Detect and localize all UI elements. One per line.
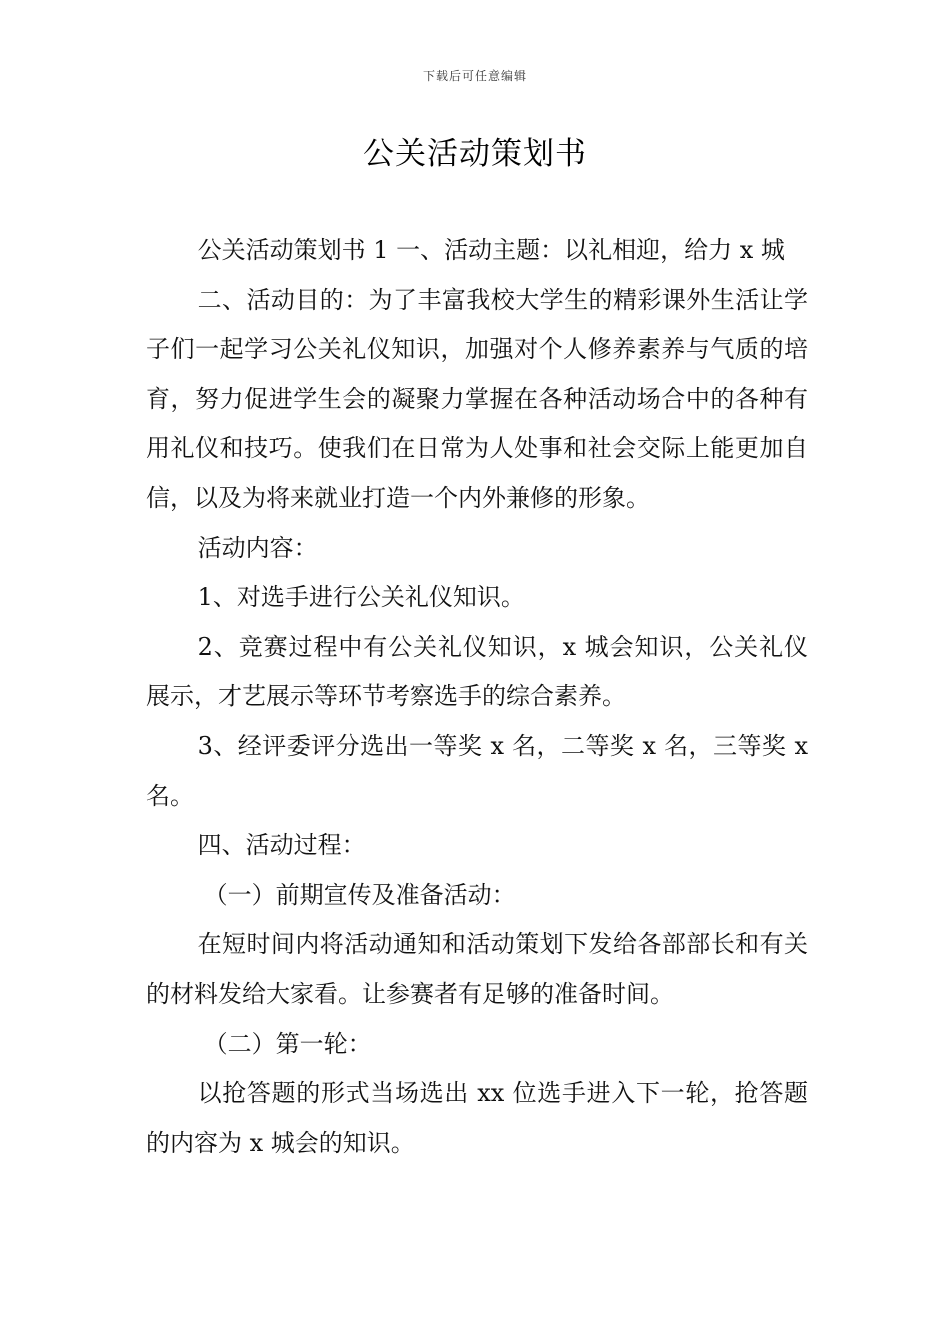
paragraph-purpose: 二、活动目的：为了丰富我校大学生的精彩课外生活让学子们一起学习公关礼仪知识，加强对个人修养素养与气质的培育，努力促进学生会的凝聚力掌握在各种活动场合中的各种有用礼仪和技巧。使我们在日常为人处事和社会交际上能更加自信，以及为将来就业打造一个内外兼修的形象。	[146, 285, 808, 512]
document-body	[146, 226, 808, 1168]
page-header-note: 下载后可任意编辑	[422, 69, 527, 83]
paragraph-content-item-1: 1、对选手进行公关礼仪知识。	[197, 583, 525, 612]
paragraph-process-heading: 四、活动过程：	[197, 831, 366, 860]
paragraph-content-heading: 活动内容：	[197, 533, 318, 562]
paragraph-subheading-1: （一）前期宣传及准备活动：	[203, 880, 516, 909]
paragraph-round-one: 以抢答题的形式当场选出 xx 位选手进入下一轮，抢答题的内容为 x 城会的知识。	[146, 1079, 808, 1157]
paragraph-subheading-2: （二）第一轮：	[203, 1029, 372, 1058]
paragraph-content-item-2: 2、竞赛过程中有公关礼仪知识，x 城会知识，公关礼仪展示，才艺展示等环节考察选手的综合素养。	[146, 632, 808, 711]
paragraph-content-item-3: 3、经评委评分选出一等奖 x 名，二等奖 x 名，三等奖 x 名。	[146, 731, 808, 810]
paragraph-preparation: 在短时间内将活动通知和活动策划下发给各部部长和有关的材料发给大家看。让参赛者有足够的准备时间。	[146, 930, 808, 1008]
paragraph-theme: 公关活动策划书 1 一、活动主题：以礼相迎，给力 x 城	[197, 236, 785, 264]
document-title: 公关活动策划书	[363, 136, 587, 172]
